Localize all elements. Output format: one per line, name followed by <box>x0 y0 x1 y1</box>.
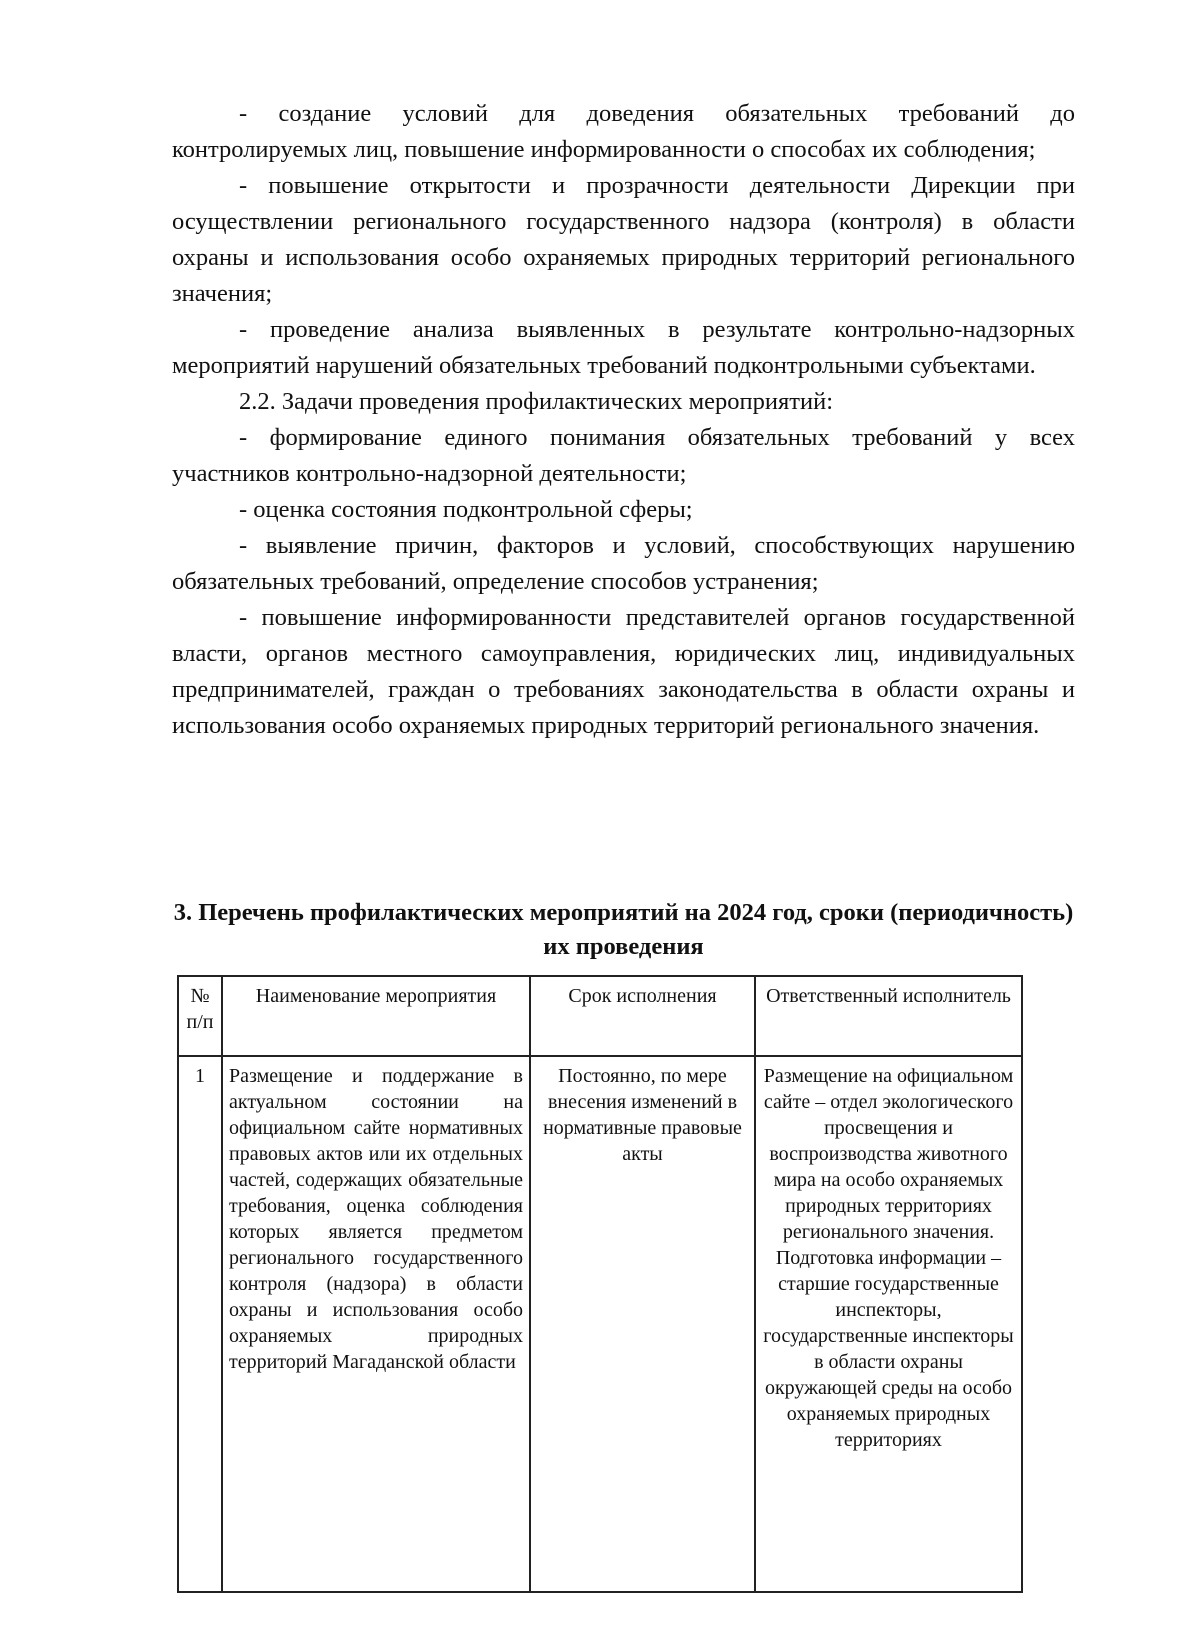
cell-num: 1 <box>178 1056 222 1592</box>
measures-table <box>177 975 1023 1593</box>
paragraph-goal-requirements: - создание условий для доведения обязательных требований до контролируемых лиц, повышение информированности о способах их соблюдения; <box>172 100 1075 163</box>
paragraph-tasks-heading: 2.2. Задачи проведения профилактических мероприятий: <box>239 388 834 415</box>
paragraph-goal-openness: - повышение открытости и прозрачности деятельности Дирекции при осуществлении регионального государственного надзора (контроля) в области охраны и использования особо охраняемых природных территорий регионального значения; <box>172 172 1075 307</box>
cell-name: Размещение и поддержание в актуальном состоянии на официальном сайте нормативных правовых актов или их отдельных частей, содержащих обязательные требования, оценка соблюдения которых является предметом регионального государственного контроля (надзора) в области охраны и использования особо охраняемых природных территорий Магаданской области <box>222 1056 530 1592</box>
paragraph-task-understanding: - формирование единого понимания обязательных требований у всех участников контрольно-надзорной деятельности; <box>172 424 1075 487</box>
header-num: № п/п <box>178 976 222 1056</box>
body-text <box>172 96 1075 744</box>
table-row <box>178 1056 1022 1592</box>
header-responsible: Ответственный исполнитель <box>755 976 1022 1056</box>
cell-term: Постоянно, по мере внесения изменений в нормативные правовые акты <box>530 1056 755 1592</box>
paragraph-task-causes: - выявление причин, факторов и условий, способствующих нарушению обязательных требований, определение способов устранения; <box>172 532 1075 595</box>
table-header-row <box>178 976 1022 1056</box>
paragraph-task-informing: - повышение информированности представителей органов государственной власти, органов местного самоуправления, юридических лиц, индивидуальных предпринимателей, граждан о требованиях законодательства в области охраны и использования особо охраняемых природных территорий регионального значения. <box>172 604 1075 739</box>
cell-responsible: Размещение на официальном сайте – отдел экологического просвещения и воспроизводства животного мира на особо охраняемых природных территориях регионального значения. Подготовка информации – старшие государственные инспекторы, государственные инспекторы в области охраны окружающей среды на особо охраняемых природных территориях <box>755 1056 1022 1592</box>
paragraph-task-assessment: - оценка состояния подконтрольной сферы; <box>239 496 693 523</box>
header-term: Срок исполнения <box>530 976 755 1056</box>
paragraph-goal-analysis: - проведение анализа выявленных в результате контрольно-надзорных мероприятий нарушений обязательных требований подконтрольными субъектами. <box>172 316 1075 379</box>
section-title: 3. Перечень профилактических мероприятий на 2024 год, сроки (периодичность) их проведения <box>173 899 1074 960</box>
header-name: Наименование мероприятия <box>222 976 530 1056</box>
